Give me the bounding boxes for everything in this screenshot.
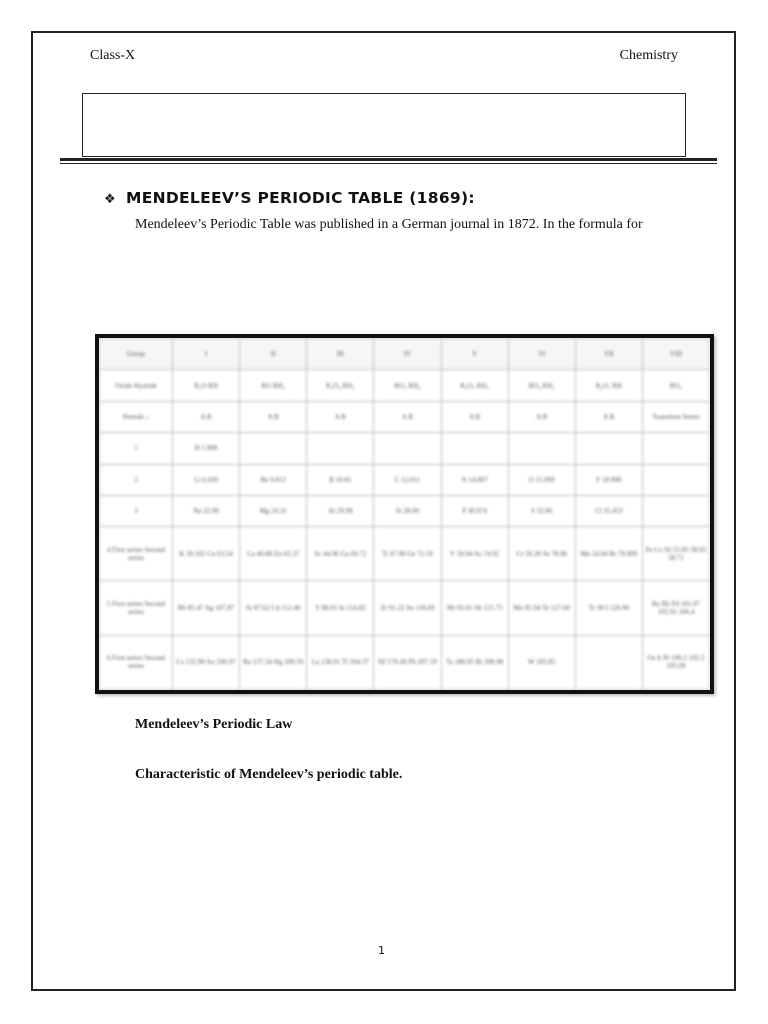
element-cell: Mn 54.94 Br 79.909	[575, 527, 642, 581]
characteristic-heading: Characteristic of Mendeleev’s periodic table.	[135, 767, 403, 782]
ab-cell: A B	[508, 401, 575, 432]
group-cell: VI	[508, 339, 575, 370]
element-cell: Hf 178.49 Pb 207.19	[374, 635, 441, 689]
group-cell: II	[240, 339, 307, 370]
period-row	[100, 635, 710, 689]
element-cell: Sc 44.96 Ga 69.72	[307, 527, 374, 581]
group-cell: IV	[374, 339, 441, 370]
ab-cell: A B	[575, 401, 642, 432]
element-cell: H 1.008	[173, 433, 240, 464]
section-heading	[104, 189, 475, 207]
oxide-label: Oxide Hydride	[100, 370, 173, 401]
oxide-cell: RO₄	[642, 370, 709, 401]
periodic-table-image	[95, 334, 714, 694]
element-cell: Ru Rh Pd 101.07 102.91 106.4	[642, 581, 709, 635]
element-cell	[307, 433, 374, 464]
element-cell: Mg 24.31	[240, 495, 307, 526]
element-cell: Y 88.91 In 114.82	[307, 581, 374, 635]
element-cell: Cl 35.453	[575, 495, 642, 526]
element-cell: V 50.94 As 74.92	[441, 527, 508, 581]
period-label: 1	[100, 433, 173, 464]
element-cell: Li 6.939	[173, 464, 240, 495]
period-row	[100, 495, 710, 526]
element-cell: Cr 50.20 Se 78.96	[508, 527, 575, 581]
element-cell: Al 29.98	[307, 495, 374, 526]
diamond-bullet-icon: ❖	[104, 192, 116, 207]
element-cell: N 14.007	[441, 464, 508, 495]
ab-cell: A B	[173, 401, 240, 432]
element-cell: Zr 91.22 Sn 118.69	[374, 581, 441, 635]
ab-cell: A B	[374, 401, 441, 432]
header-rule-thin	[60, 163, 717, 164]
element-cell: Be 9.012	[240, 464, 307, 495]
periodic-law-heading: Mendeleev’s Periodic Law	[135, 717, 293, 732]
element-cell	[441, 433, 508, 464]
header-class: Class-X	[90, 48, 136, 63]
periods-label: Periods ↓	[100, 401, 173, 432]
element-cell	[575, 433, 642, 464]
group-row	[100, 339, 710, 370]
element-cell: Nb 92.91 Sb 121.75	[441, 581, 508, 635]
element-cell	[642, 495, 709, 526]
oxide-cell: R₂O RH	[173, 370, 240, 401]
group-cell: I	[173, 339, 240, 370]
element-cell: Fe Co Ni 55.85 58.93 58.71	[642, 527, 709, 581]
group-cell: VII	[575, 339, 642, 370]
element-cell: Ti 47.90 Ge 72.59	[374, 527, 441, 581]
section-heading-text: MENDELEEV’S PERIODIC TABLE (1869):	[125, 189, 475, 207]
element-cell	[642, 464, 709, 495]
period-label: 6 First series Second series	[100, 635, 173, 689]
oxide-cell: RO RH₂	[240, 370, 307, 401]
element-cell: Na 22.99	[173, 495, 240, 526]
ab-cell: A B	[307, 401, 374, 432]
element-cell: K 39.102 Cu 63.54	[173, 527, 240, 581]
element-cell	[240, 433, 307, 464]
ab-cell: A B	[240, 401, 307, 432]
oxide-cell: R₂O₇ RH	[575, 370, 642, 401]
periods-row	[100, 401, 710, 432]
period-label: 2	[100, 464, 173, 495]
element-cell: Si 28.09	[374, 495, 441, 526]
element-cell: O 15.999	[508, 464, 575, 495]
element-cell: Rb 85.47 Ag 107.87	[173, 581, 240, 635]
element-cell: F 18.998	[575, 464, 642, 495]
periodic-table	[99, 338, 710, 690]
group-cell: VIII	[642, 339, 709, 370]
period-label: 3	[100, 495, 173, 526]
period-row	[100, 433, 710, 464]
element-cell: Ta 180.95 Bi 208.98	[441, 635, 508, 689]
period-row	[100, 581, 710, 635]
ab-cell: A B	[441, 401, 508, 432]
oxide-cell: R₂O₅ RH₃	[441, 370, 508, 401]
element-cell: Cs 132.90 Au 196.97	[173, 635, 240, 689]
element-cell: Mo 95.94 Te 127.60	[508, 581, 575, 635]
element-cell: Ca 40.08 Zn 65.37	[240, 527, 307, 581]
transition-cell: Transition Series	[642, 401, 709, 432]
period-row	[100, 464, 710, 495]
element-cell: W 183.85	[508, 635, 575, 689]
element-cell: S 32.06	[508, 495, 575, 526]
element-cell: Ba 137.34 Hg 200.59	[240, 635, 307, 689]
element-cell: B 10.81	[307, 464, 374, 495]
header-subject: Chemistry	[619, 48, 678, 63]
element-cell	[642, 433, 709, 464]
element-cell: La 138.91 Tl 204.37	[307, 635, 374, 689]
element-cell	[575, 635, 642, 689]
element-cell	[374, 433, 441, 464]
element-cell: P 30.974	[441, 495, 508, 526]
intro-paragraph: Mendeleev’s Periodic Table was published in a German journal in 1872. In the formula for	[135, 217, 643, 232]
element-cell: Sr 87.62 Cd 112.40	[240, 581, 307, 635]
group-cell: III	[307, 339, 374, 370]
period-row	[100, 527, 710, 581]
element-cell: C 12.011	[374, 464, 441, 495]
header-rule-thick	[60, 158, 717, 161]
element-cell	[508, 433, 575, 464]
element-cell: Os Ir Pt 190.2 192.2 195.09	[642, 635, 709, 689]
oxide-cell: RO₃ RH₂	[508, 370, 575, 401]
element-cell: Tc 99 I 126.90	[575, 581, 642, 635]
period-label: 4 First series Second series	[100, 527, 173, 581]
period-label: 5 First series Second series	[100, 581, 173, 635]
oxide-row	[100, 370, 710, 401]
group-label: Group	[100, 339, 173, 370]
oxide-cell: R₂O₃ RH₃	[307, 370, 374, 401]
oxide-cell: RO₂ RH₄	[374, 370, 441, 401]
page-number: 1	[378, 944, 385, 957]
title-box	[82, 93, 686, 157]
group-cell: V	[441, 339, 508, 370]
